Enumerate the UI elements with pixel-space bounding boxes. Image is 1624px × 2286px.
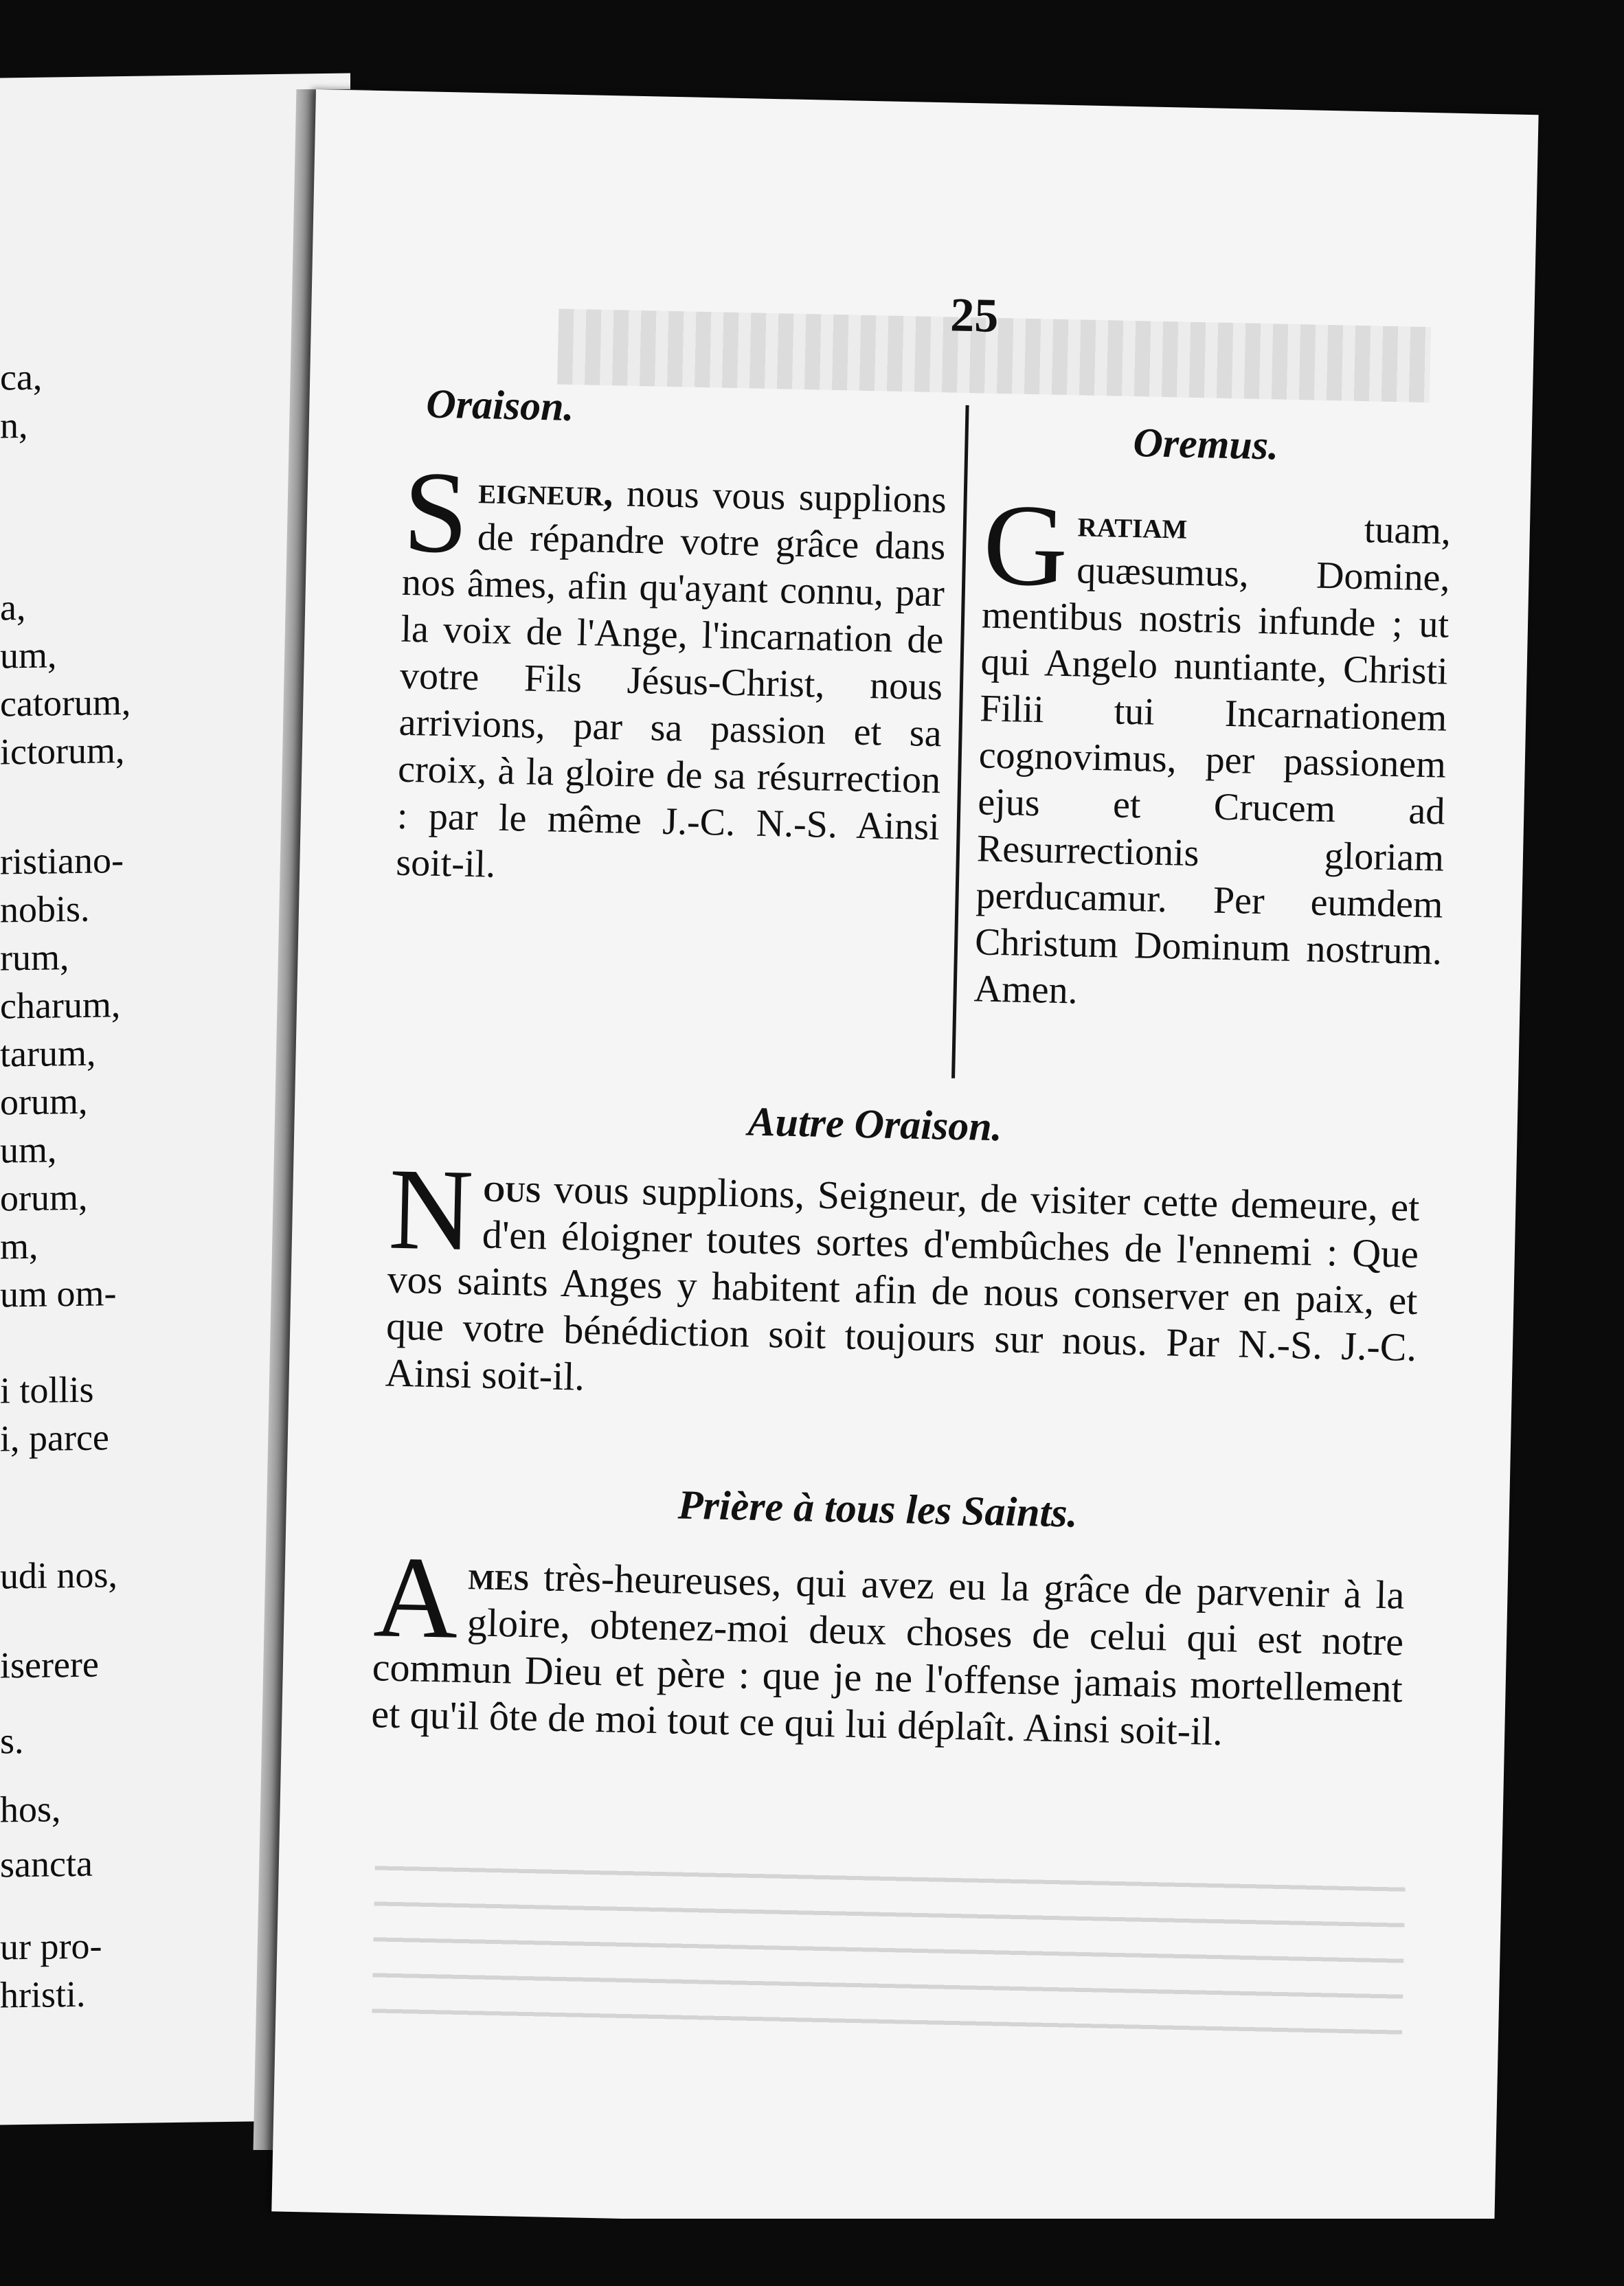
left-page-line: m,	[0, 1225, 38, 1267]
left-page-line: hristi.	[0, 1973, 86, 2016]
autre-oraison-text	[385, 1144, 1420, 1418]
latin-heading: Oremus.	[1132, 420, 1279, 468]
dropcap: N	[387, 1144, 475, 1276]
bleed-through	[372, 1849, 1406, 2049]
left-page-line: a,	[0, 587, 26, 629]
priere-text	[370, 1532, 1406, 1758]
dropcap: S	[402, 446, 470, 578]
scan-border	[0, 2219, 1624, 2286]
prayer-text: très-heureuses, qui avez eu la grâce de parvenir à la gloire, obtenez-moi deux choses de celui qui est notre commun Dieu et père : que je ne l'offense jamais mortellement et qu'il ôte de moi tout ce qui lui déplaît. Ainsi soit-il.	[370, 1554, 1406, 1754]
left-page-line: orum,	[0, 1176, 88, 1219]
left-page-line: nobis.	[0, 887, 90, 931]
prayer-text: tuam, quæsumus, Domine, mentibus nostris infunde ; ut qui Angelo nuntiante, Christi Filii tui Incarnationem cognovimus, per passionem ejus et Crucem ad Resurrectionis gloriam perducamur. Per eumdem Christum Dominum nostrum. Amen.	[973, 508, 1452, 1012]
dropcap: A	[372, 1532, 460, 1663]
left-page-line: ictorum,	[0, 729, 125, 773]
left-page-line: um om-	[0, 1272, 117, 1315]
left-page-line: n,	[0, 404, 28, 446]
prayer-text: vous supplions, Seigneur, de visiter cette demeure, et d'en éloigner toutes sortes d'embûches de l'ennemi : Que vos saints Anges y habitent afin de nous conserver en paix, et que votre bénédiction soit toujours sur nous. Par N.-S. J.-C. Ainsi soit-il.	[385, 1166, 1420, 1399]
dropcap: G	[982, 479, 1070, 611]
left-page-line: ur pro-	[0, 1925, 102, 1968]
autre-oraison-title: Autre Oraison.	[747, 1098, 1003, 1150]
left-page-line: udi nos,	[0, 1554, 118, 1597]
book-page	[271, 89, 1538, 2237]
left-page-line: hos,	[0, 1788, 61, 1831]
lead-word: eigneur,	[477, 469, 614, 515]
left-page-line: catorum,	[0, 681, 131, 725]
left-page-line: rum,	[0, 936, 69, 979]
lead-word: ous	[482, 1165, 542, 1212]
lead-word: mes	[467, 1553, 530, 1599]
left-page-line: i, parce	[0, 1416, 109, 1460]
left-page-line: sancta	[0, 1842, 93, 1886]
left-page-line: iserere	[0, 1643, 99, 1686]
prayer-text: nous vous supplions de répandre votre grâce dans nos âmes, afin qu'ayant connu, par la voix de l'Ange, l'incarnation de votre Fils Jésus-Christ, nous arrivions, par sa passion et sa croix, à la gloire de sa résurrection : par le même J.-C. N.-S. Ainsi soit-il.	[395, 472, 947, 886]
left-page-line: orum,	[0, 1080, 88, 1123]
lead-word: ratiam	[1077, 502, 1188, 547]
latin-prayer	[973, 479, 1452, 1022]
left-page-line: ca,	[0, 356, 43, 398]
left-page-line: s.	[0, 1720, 24, 1762]
left-page-line: um,	[0, 1129, 57, 1171]
left-page-line: charum,	[0, 984, 121, 1027]
column-divider	[951, 405, 969, 1078]
priere-title: Prière à tous les Saints.	[677, 1482, 1079, 1536]
left-page-line: tarum,	[0, 1032, 96, 1075]
french-prayer	[395, 446, 947, 897]
left-page-line: um,	[0, 634, 57, 677]
left-page-line: ristiano-	[0, 839, 124, 883]
left-page-line: i tollis	[0, 1368, 94, 1412]
french-heading: Oraison.	[425, 381, 575, 429]
page-number: 25	[949, 288, 1000, 343]
